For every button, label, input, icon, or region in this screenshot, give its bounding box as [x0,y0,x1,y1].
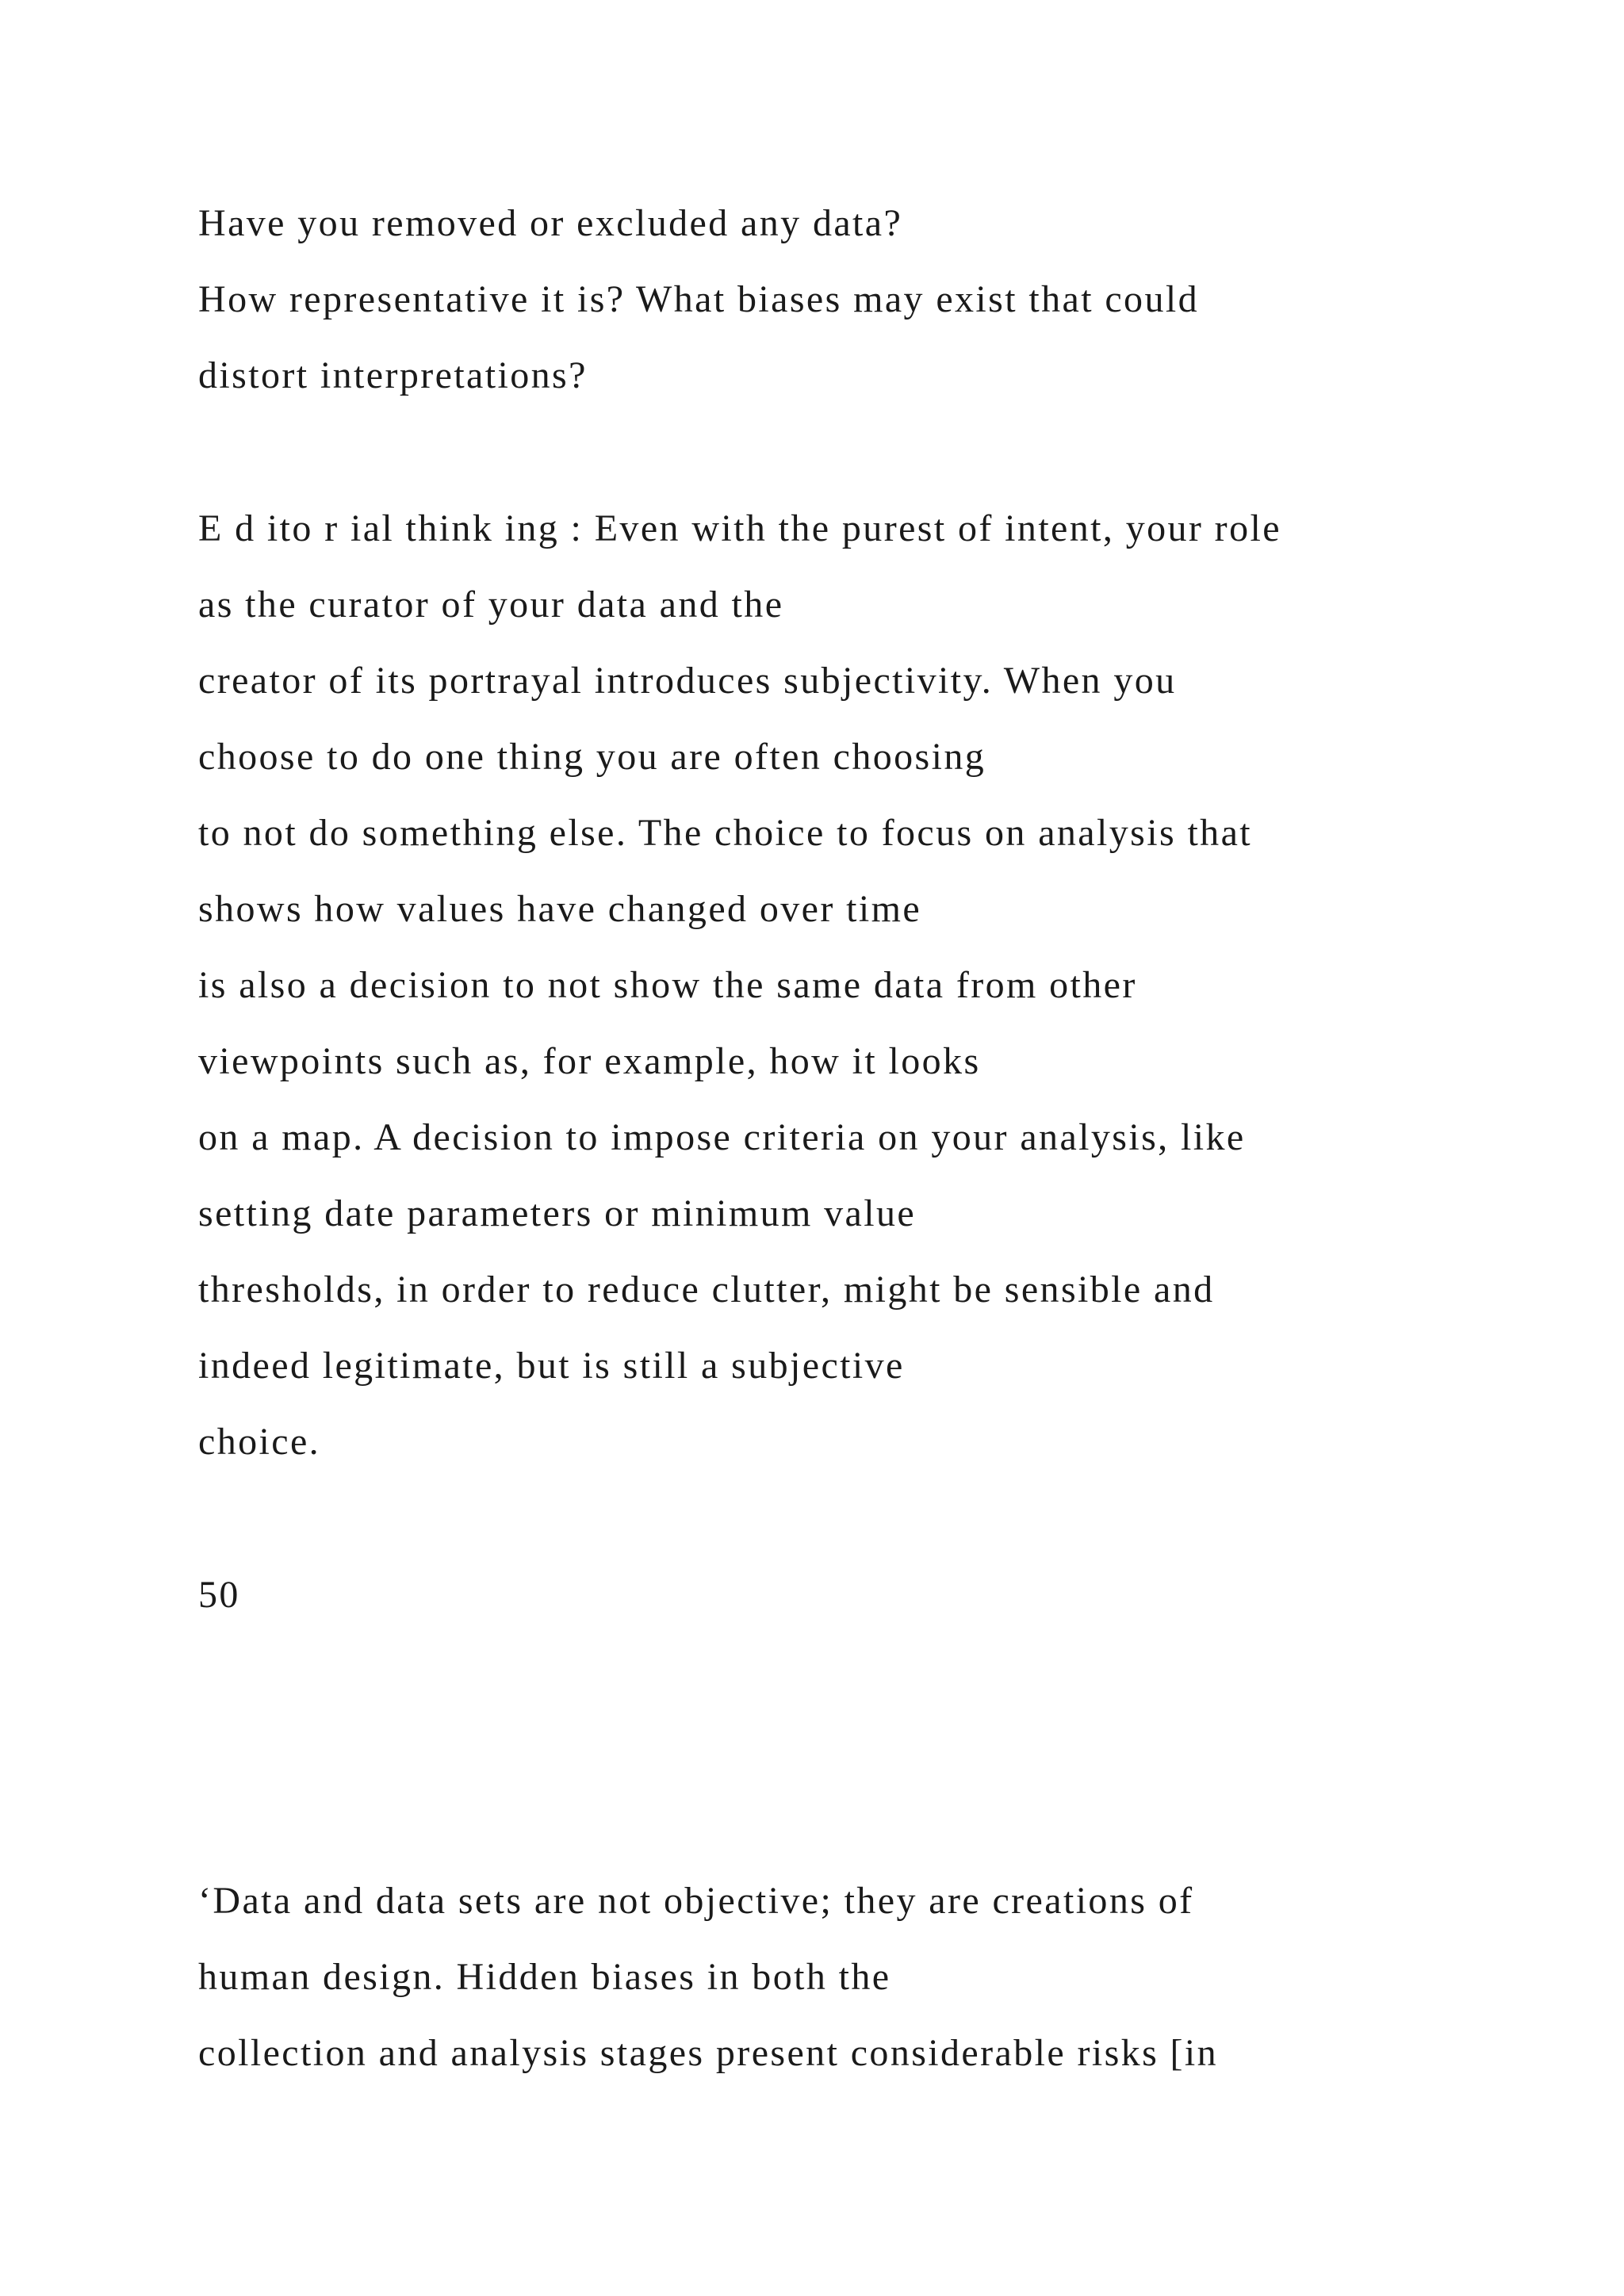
text-line: viewpoints such as, for example, how it looks [198,1040,981,1082]
text-line: human design. Hidden biases in both the [198,1956,891,1998]
text-line: on a map. A decision to impose criteria on your analysis, like [198,1116,1246,1158]
page-number: 50 [198,1574,240,1616]
text-line: ‘Data and data sets are not objective; they are creations of [198,1880,1194,1922]
text-line: as the curator of your data and the [198,584,784,626]
text-line: is also a decision to not show the same data from other [198,964,1137,1006]
text-line: choose to do one thing you are often choosing [198,736,986,778]
text-line: setting date parameters or minimum value [198,1192,917,1234]
text-line: shows how values have changed over time [198,888,922,930]
text-line: to not do something else. The choice to focus on analysis that [198,812,1253,854]
text-line: thresholds, in order to reduce clutter, might be sensible and [198,1269,1215,1311]
text-line: distort interpretations? [198,354,588,396]
text-line: choice. [198,1421,321,1463]
text-line: collection and analysis stages present considerable risks [in [198,2032,1219,2074]
text-line: Have you removed or excluded any data? [198,202,903,244]
text-line: creator of its portrayal introduces subjectivity. When you [198,660,1177,702]
text-line: How representative it is? What biases may exist that could [198,278,1199,320]
text-line: E d ito r ial think ing : Even with the purest of intent, your role [198,507,1281,549]
text-line: indeed legitimate, but is still a subjective [198,1345,905,1387]
